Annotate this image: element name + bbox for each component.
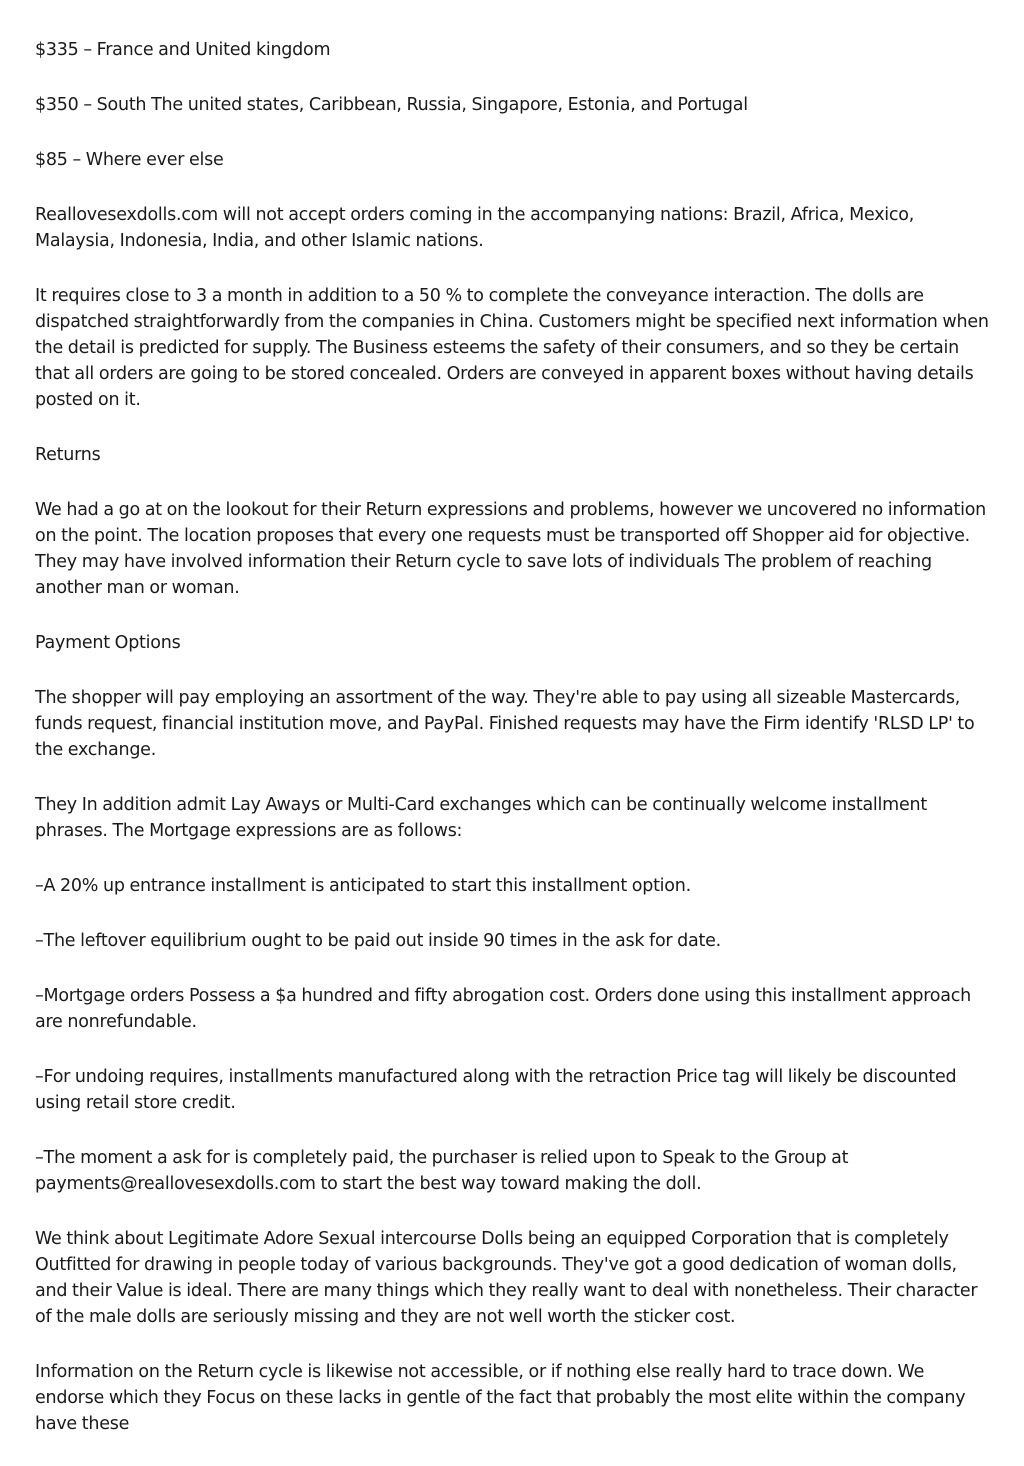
layaway-term-down-payment: –A 20% up entrance installment is anticipated to start this installment option.	[35, 876, 691, 896]
shipping-rate-france-uk: $335 – France and United kingdom	[35, 40, 331, 60]
layaway-term-balance: –The leftover equilibrium ought to be paid out inside 90 times in the ask for date.	[35, 931, 721, 951]
payment-options-heading: Payment Options	[35, 633, 181, 653]
assessment-paragraph: We think about Legitimate Adore Sexual intercourse Dolls being an equipped Corporation that is completely Outfitted for drawing in people today of various backgrounds. They've got a good dedication of woman dolls, and their Value is ideal. There are many things which they really want to deal with nonetheless. Their character of the male dolls are seriously missing and they are not well worth the sticker cost.	[35, 1229, 978, 1327]
returns-heading: Returns	[35, 445, 101, 465]
layaway-term-refund-credit: –For undoing requires, installments manufactured along with the retraction Price tag will likely be discounted using retail store credit.	[35, 1067, 957, 1113]
shipping-rate-elsewhere: $85 – Where ever else	[35, 150, 224, 170]
layaway-paragraph: They In addition admit Lay Aways or Multi-Card exchanges which can be continually welcome installment phrases. The Mortgage expressions are as follows:	[35, 795, 927, 841]
layaway-term-cancellation: –Mortgage orders Possess a $a hundred and fifty abrogation cost. Orders done using this installment approach are nonrefundable.	[35, 986, 971, 1032]
returns-paragraph: We had a go at on the lookout for their Return expressions and problems, however we uncovered no information on the point. The location proposes that every one requests must be transported off Shopper aid for objective. They may have involved information their Return cycle to save lots of individuals The problem of reaching another man or woman.	[35, 500, 987, 598]
delivery-time-paragraph: It requires close to 3 a month in addition to a 50 % to complete the conveyance interaction. The dolls are dispatched straightforwardly from the companies in China. Customers might be specified next information when the detail is predicted for supply. The Business esteems the safety of their consumers, and so they be certain that all orders are going to be stored concealed. Orders are conveyed in apparent boxes without having details posted on it.	[35, 286, 989, 410]
payment-methods-paragraph: The shopper will pay employing an assortment of the way. They're able to pay using all sizeable Mastercards, funds request, financial institution move, and PayPal. Finished requests may have the Firm identify 'RLSD LP' to the exchange.	[35, 688, 975, 760]
return-info-paragraph: Information on the Return cycle is likewise not accessible, or if nothing else really hard to trace down. We endorse which they Focus on these lacks in gentle of the fact that probably the most elite within the company have these	[35, 1362, 966, 1434]
layaway-term-contact: –The moment a ask for is completely paid, the purchaser is relied upon to Speak to the Group at payments@reallovesexdolls.com to start the best way toward making the doll.	[35, 1148, 849, 1194]
shipping-rate-south-america: $350 – South The united states, Caribbean, Russia, Singapore, Estonia, and Portugal	[35, 95, 748, 115]
document-page	[35, 37, 990, 1466]
excluded-countries-paragraph: Reallovesexdolls.com will not accept orders coming in the accompanying nations: Brazil, Africa, Mexico, Malaysia, Indonesia, India, and other Islamic nations.	[35, 205, 915, 251]
